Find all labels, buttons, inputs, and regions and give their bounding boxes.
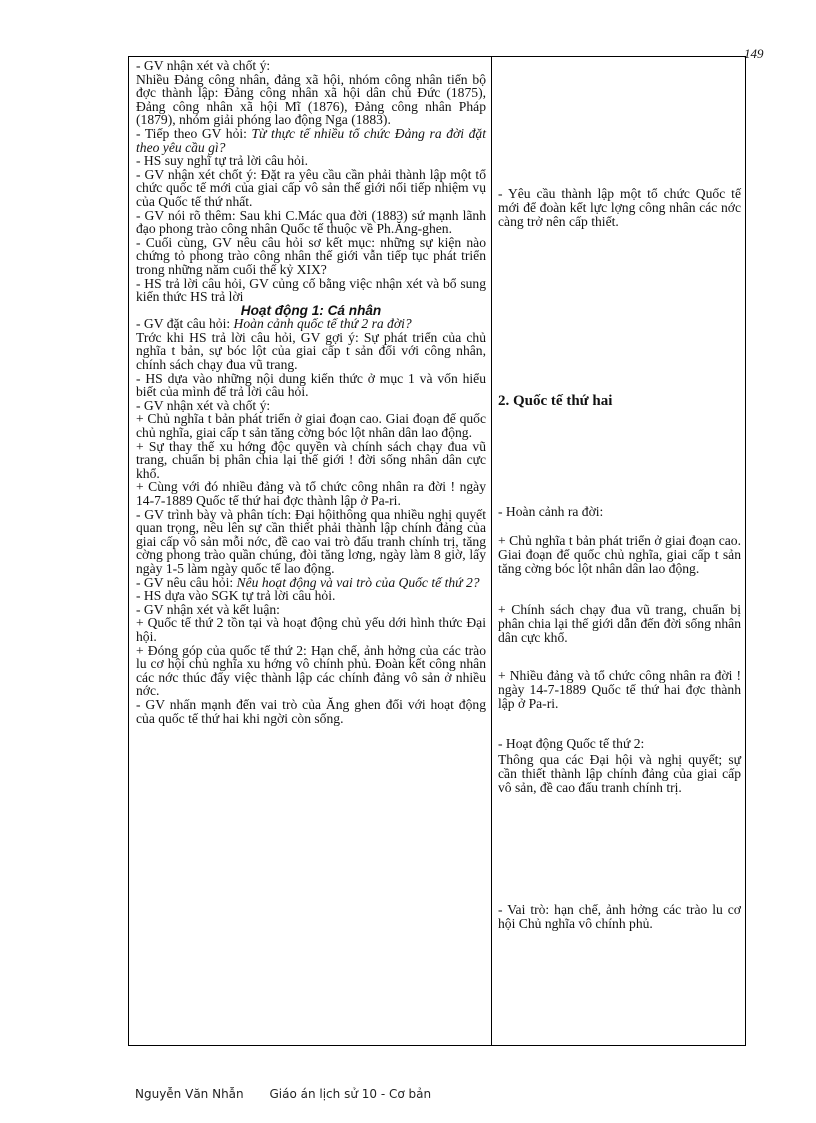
question-paragraph xyxy=(136,127,486,154)
question-text: Nêu hoạt động và vai trò của Quốc tế thứ 2? xyxy=(236,574,480,590)
column-divider xyxy=(491,57,492,1045)
paragraph: + Chính sách chạy đua vũ trang, chuẩn bị phân chia lại thế giới dẫn đến đời sống nhân dân cực khổ. xyxy=(498,602,741,645)
paragraph-lead: - GV nêu câu hỏi: xyxy=(136,574,237,590)
paragraph: + Nhiều đảng và tổ chức công nhân ra đời ! ngày 14-7-1889 Quốc tế thứ hai đợc thành lập ở Pa-ri. xyxy=(498,668,741,711)
paragraph: Trớc khi HS trả lời câu hỏi, GV gợi ý: Sự phát triển của chủ nghĩa t bản, sự bóc lột của giai cấp t sản đối với công nhân, chính sách chạy đua vũ trang. xyxy=(136,329,486,373)
lesson-table xyxy=(128,56,746,1046)
paragraph: + Quốc tế thứ 2 tồn tại và hoạt động chủ yếu dới hình thức Đại hội. xyxy=(136,615,486,644)
paragraph: + Sự thay thế xu hớng độc quyền và chính sách chạy đua vũ trang, chuẩn bị phân chia lại thế giới ! đời sống nhân dân cực khổ. xyxy=(136,438,486,481)
paragraph: + Đóng góp của quốc tế thứ 2: Hạn chế, ảnh hởng của các trào lu cơ hội chủ nghĩa xu hớng vô chính phủ. Đoàn kết công nhân các nớc thúc đẩy việc thành lập các chính đảng vô sản ở nhiều nớc. xyxy=(136,642,486,699)
paragraph: - HS trả lời câu hỏi, GV củng cố bằng việc nhận xét và bổ sung kiến thức HS trả lời xyxy=(136,275,486,305)
page-number: 149 xyxy=(744,46,764,61)
paragraph: - GV nhận xét chốt ý: Đặt ra yêu cầu cần phải thành lập một tổ chức quốc tế mới của giai cấp vô sản thế giới nối tiếp nhiệm vụ của Quốc tế thứ nhất. xyxy=(136,166,486,209)
paragraph: - Hoàn cảnh ra đời: xyxy=(498,504,604,519)
question-text: Hoàn cảnh quốc tế thứ 2 ra đời? xyxy=(233,316,412,332)
question-paragraph xyxy=(136,576,486,590)
paragraph: - GV nhận xét và chốt ý: xyxy=(136,397,271,413)
question-text: Từ thực tế nhiều tổ chức Đảng ra đời đặt theo yêu cầu gì? xyxy=(136,125,486,155)
paragraph: - HS dựa vào SGK tự trả lời câu hỏi. xyxy=(136,588,336,604)
paragraph-lead: - Tiếp theo GV hỏi: xyxy=(136,125,252,141)
paragraph: - Cuối cùng, GV nêu câu hỏi sơ kết mục: những sự kiện nào chứng tỏ phong trào công nhân thế giới vẫn tiếp tục phát triển trong những năm cuối thế kỷ XIX? xyxy=(136,234,486,277)
paragraph: - Vai trò: hạn chế, ảnh hởng các trào lu cơ hội Chủ nghĩa vô chính phủ. xyxy=(498,902,741,931)
paragraph-lead: - GV đặt câu hỏi: xyxy=(136,316,234,332)
paragraph: + Chủ nghĩa t bản phát triển ở giai đoạn cao. Giai đoạn đế quốc chủ nghĩa, giai cấp t sản tăng cờng bóc lột nhân dân lao động. xyxy=(136,411,486,441)
paragraph: - HS dựa vào những nội dung kiến thức ở mục 1 và vốn hiểu biết của mình để trả lời câu hỏi. xyxy=(136,370,486,400)
paragraph: - GV nói rõ thêm: Sau khi C.Mác qua đời (1883) sứ mạnh lãnh đạo phong trào công nhân Quốc tế thuộc về Ph.Ăng-ghen. xyxy=(136,207,486,237)
paragraph: - GV nhận xét và chốt ý: xyxy=(136,58,271,73)
paragraph: - Hoạt động Quốc tế thứ 2: xyxy=(498,736,645,751)
activity-heading: Hoạt động 1: Cá nhân xyxy=(240,302,382,318)
paragraph: Thông qua các Đại hội và nghị quyết; sự cần thiết thành lập chính đảng của giai cấp vô sản, đề cao đấu tranh chính trị. xyxy=(498,752,741,795)
paragraph: + Chủ nghĩa t bản phát triển ở giai đoạn cao. Giai đoạn đế quốc chủ nghĩa, giai cấp t sản tăng cờng bóc lột nhân dân lao động. xyxy=(498,533,741,576)
teacher-student-activities-column xyxy=(136,59,486,725)
paragraph: - GV trình bày và phân tích: Đại hộithông qua nhiều nghị quyết quan trọng, nêu lên sự cần thiết phải thành lập chính đảng của giai cấp vô sản mỗi nớc, đề cao vai trò đấu tranh chính trị, tăng cờng phong trào quần chúng, đòi tăng lơng, ngày làm 8 giờ, lấy ngày 1-5 làm ngày quốc tế lao động. xyxy=(136,506,486,576)
paragraph: - HS suy nghĩ tự trả lời câu hỏi. xyxy=(136,153,308,169)
paragraph: - Yêu cầu thành lập một tổ chức Quốc tế mới để đoàn kết lực lợng công nhân các nớc càng trở nên cấp thiết. xyxy=(498,186,741,229)
paragraph: - GV nhận xét và kết luận: xyxy=(136,601,280,617)
section-title: 2. Quốc tế thứ hai xyxy=(498,393,613,409)
key-knowledge-column xyxy=(498,57,741,1045)
footer-author: Nguyễn Văn Nhẫn xyxy=(135,1087,244,1101)
paragraph: Nhiều Đảng công nhân, đảng xã hội, nhóm công nhân tiến bộ đợc thành lập: Đảng công nhân xã hội dân chủ Đức (1875), Đảng công nhân xã hội Mĩ (1876), Đảng công nhân Pháp (1879), nhóm giải phóng lao động Nga (1883). xyxy=(136,71,486,128)
footer-title: Giáo án lịch sử 10 - Cơ bản xyxy=(269,1087,432,1101)
question-paragraph xyxy=(136,317,486,331)
paragraph: - GV nhấn mạnh đến vai trò của Ăng ghen đối với hoạt động của quốc tế thứ hai khi ngời còn sống. xyxy=(136,696,486,726)
page-footer xyxy=(135,1087,453,1101)
paragraph: + Cùng với đó nhiều đảng và tổ chức công nhân ra đời ! ngày 14-7-1889 Quốc tế thứ hai đợc thành lập ở Pa-ri. xyxy=(136,479,486,508)
